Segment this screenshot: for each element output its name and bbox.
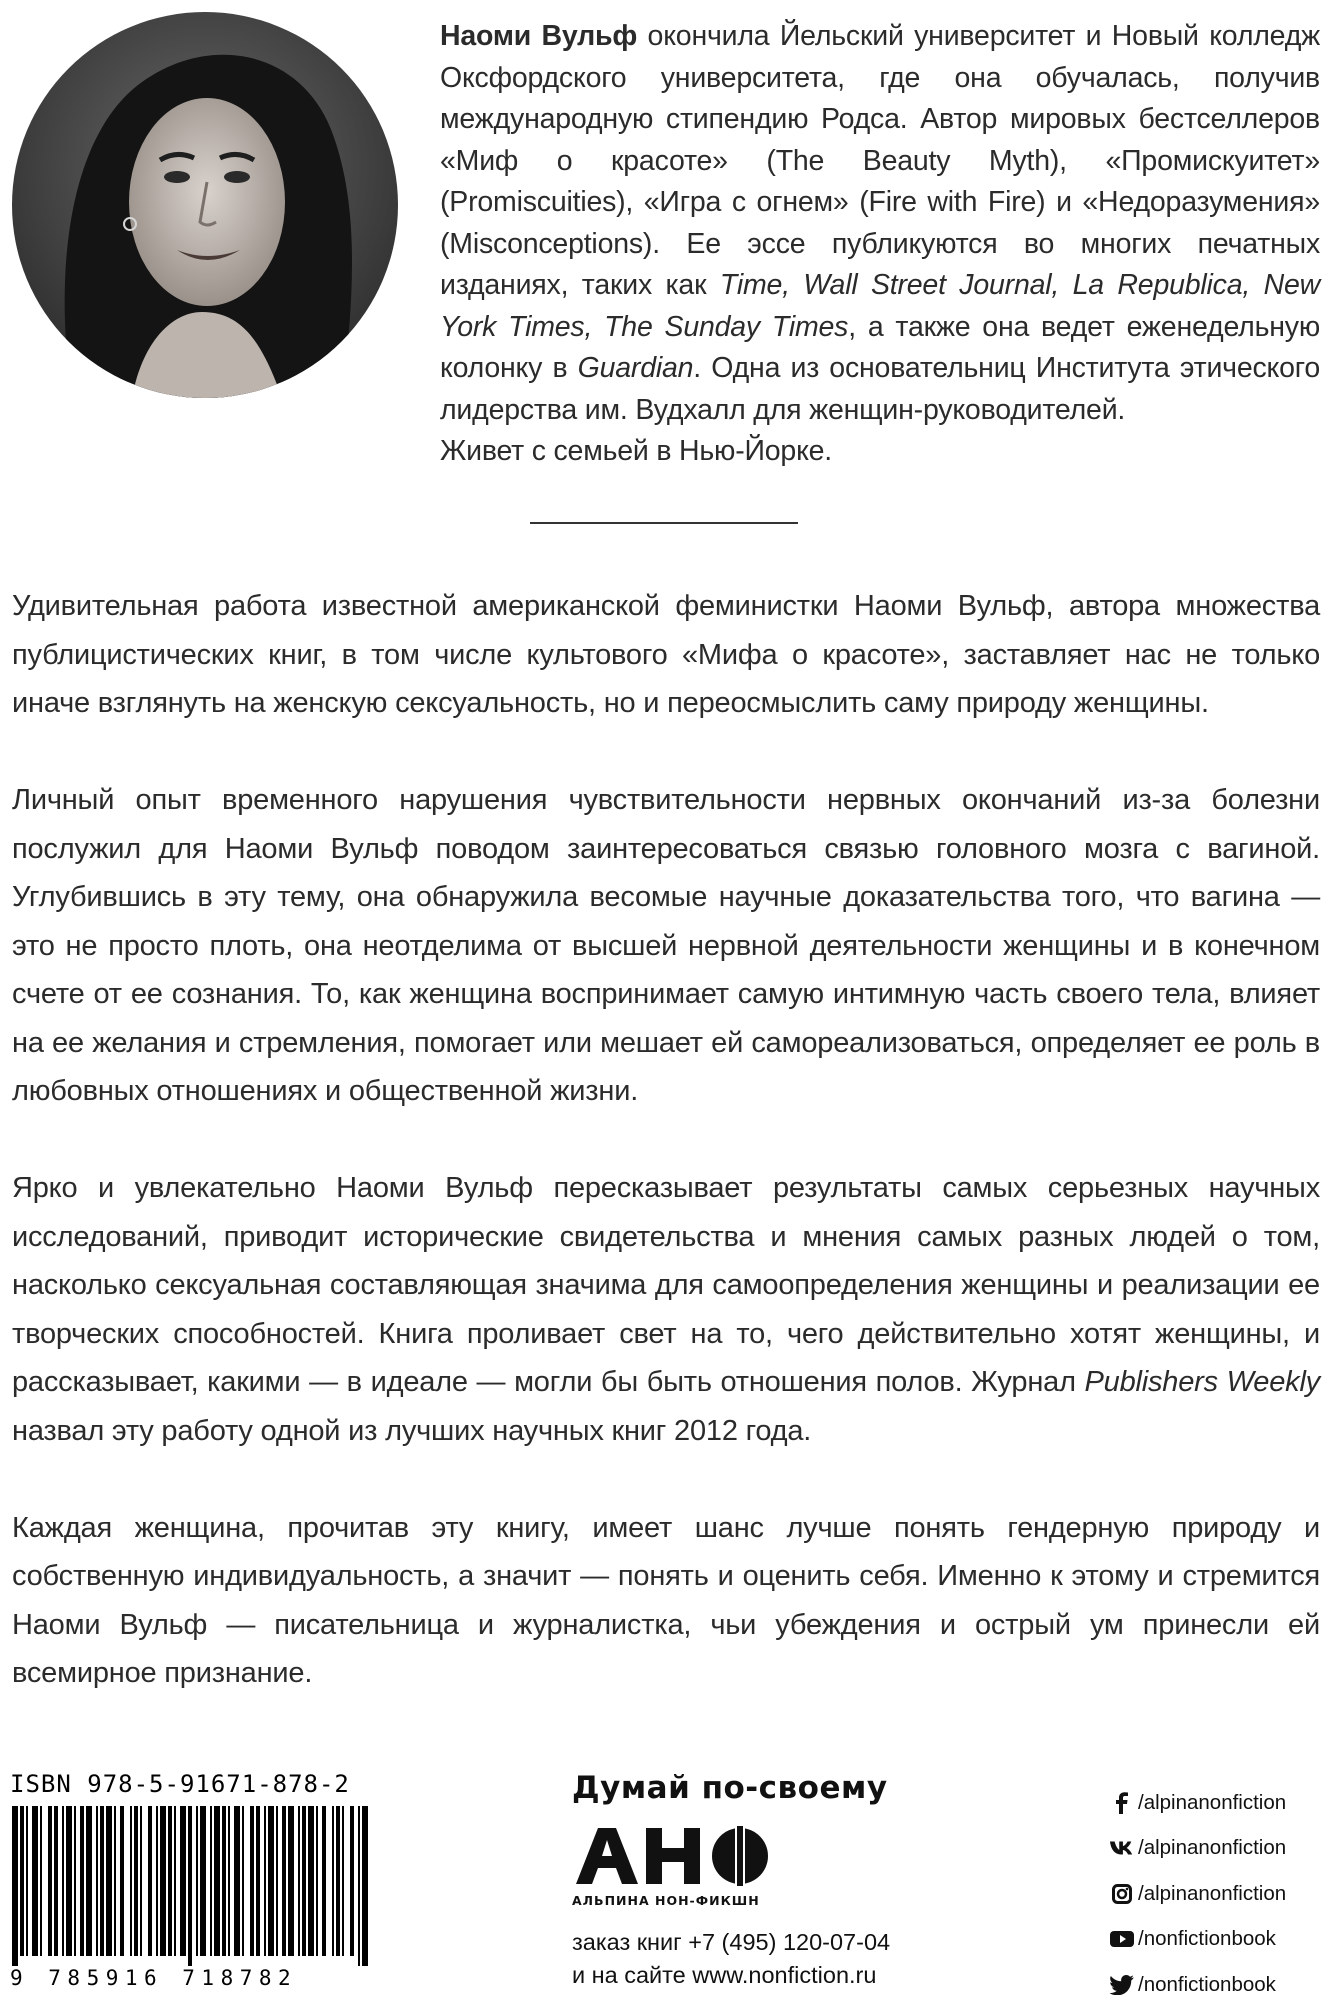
social-vk-handle: /alpinanonfiction <box>1138 1836 1287 1860</box>
publisher-block <box>572 1770 912 1992</box>
barcode-bar <box>48 1806 52 1956</box>
social-links <box>1110 1780 1330 2008</box>
author-name: Наоми Вульф <box>440 20 638 52</box>
author-bio-text <box>440 16 1320 431</box>
book-description <box>12 582 1320 1746</box>
barcode-bar <box>350 1806 354 1956</box>
bio-guardian: Guardian <box>577 352 694 384</box>
barcode-bar <box>134 1806 138 1956</box>
barcode-bar <box>148 1806 152 1956</box>
barcode-bar <box>100 1806 104 1956</box>
barcode-bar <box>288 1806 294 1956</box>
paragraph-3-end: назвал эту работу одной из лучших научных книг 2012 года. <box>12 1414 812 1447</box>
barcode-bar <box>362 1806 368 1966</box>
author-residence: Живет с семьей в Нью-Йорке. <box>440 435 833 467</box>
barcode-bar <box>282 1806 286 1956</box>
social-youtube[interactable] <box>1110 1917 1330 1963</box>
barcode-icon <box>10 1806 370 1966</box>
barcode-bar <box>200 1806 206 1956</box>
barcode-bar <box>140 1806 142 1956</box>
order-info <box>572 1926 912 1992</box>
barcode-bar <box>268 1806 274 1956</box>
social-twitter[interactable] <box>1110 1962 1330 2008</box>
barcode-bar <box>86 1806 92 1956</box>
publisher-slogan: Думай по-своему <box>572 1770 888 1806</box>
barcode-bar <box>188 1806 192 1966</box>
barcode-bar <box>62 1806 64 1956</box>
twitter-icon <box>1110 1973 1134 1997</box>
barcode-bar <box>160 1806 166 1956</box>
barcode-bar <box>20 1806 24 1956</box>
social-vk[interactable] <box>1110 1826 1330 1872</box>
barcode-digits: 9 785916 718782 <box>10 1966 298 1990</box>
barcode-bar <box>308 1806 314 1956</box>
barcode-bar <box>54 1806 58 1956</box>
description-paragraph-2: Личный опыт временного нарушения чувствительности нервных окончаний из-за болезни послужил для Наоми Вульф поводом заинтересоваться связью головного мозга с вагиной. Углубившись в эту тему, она обнаружила весомые научные доказательства того, что вагина — это не просто плоть, она неотделима от высшей нервной деятельности женщины и в конечном счете от ее сознания. То, как женщина воспринимает самую интимную часть своего тела, влияет на ее желания и стремления, помогает или мешает ей самореализоваться, определяет ее роль в любовных отношениях и общественной жизни. <box>12 784 1320 1107</box>
barcode-bar <box>40 1806 42 1956</box>
barcode-bar <box>322 1806 326 1956</box>
paragraph-3-start: Ярко и увлекательно Наоми Вульф пересказывает результаты самых серьезных научных исследований, приводит исторические свидетельства и мнения самых разных людей о том, насколько сексуальная составляющая значима для самоопределения женщины и реализации ее творческих способностей. Книга проливает свет на то, чего действительно хотят женщины, и рассказывает, какими — в идеале — могли бы быть отношения полов. Журнал <box>12 1172 1320 1398</box>
barcode-bar <box>332 1806 334 1956</box>
barcode-bar <box>234 1806 240 1956</box>
description-paragraph-4: Каждая женщина, прочитав эту книгу, имеет шанс лучше понять гендерную природу и собственную индивидуальность, а значит — понять и оценить себя. Именно к этому и стремится Наоми Вульф — писательница и журналистка, чьи убеждения и острый ум принесли ей всемирное признание. <box>12 1511 1320 1689</box>
barcode-bar <box>120 1806 124 1956</box>
author-bio <box>440 16 1320 473</box>
barcode-bar <box>358 1806 360 1966</box>
barcode-bar <box>298 1806 300 1956</box>
barcode-bar <box>250 1806 254 1956</box>
bio-part-1: окончила Йельский университет и Новый колледж Оксфордского университета, где она обучалась, получив международную стипендию Родса. Автор мировых бестселлеров «Миф о красоте» (The Beauty Myth), «Промискуитет» (Promiscuities), «Игра с огнем» (Fire with Fire) и «Недоразумения» (Misconceptions). Ее эссе публикуются во многих печатных изданиях, таких как <box>440 20 1321 301</box>
barcode-bar <box>336 1806 340 1956</box>
facebook-icon <box>1110 1791 1134 1815</box>
barcode-bar <box>66 1806 72 1956</box>
barcode-bar <box>114 1806 116 1956</box>
barcode-bar <box>228 1806 230 1956</box>
barcode-bar <box>342 1806 344 1956</box>
barcode-bar <box>180 1806 186 1956</box>
description-paragraph-1: Удивительная работа известной американской феминистки Наоми Вульф, автора множества публицистических книг, в том числе культового «Мифа о красоте», заставляет нас не только иначе взглянуть на женскую сексуальность, но и переосмыслить саму природу женщины. <box>12 590 1320 719</box>
barcode-bar <box>174 1806 176 1956</box>
bio-part-3: . Одна из основательниц Института этического лидерства им. Вудхалл для женщин-руководителей. <box>440 352 1320 426</box>
barcode-bar <box>242 1806 244 1956</box>
bio-part-2: , а также она ведет еженедельную колонку в <box>440 310 1320 384</box>
order-phone: заказ книг +7 (495) 120-07-04 <box>572 1929 891 1955</box>
social-facebook[interactable] <box>1110 1780 1330 1826</box>
section-divider <box>530 522 798 524</box>
barcode-bar <box>256 1806 260 1956</box>
publisher-name: АЛЬПИНА НОН-ФИКШН <box>572 1893 760 1908</box>
isbn-barcode-block <box>10 1770 370 1992</box>
anf-logo-icon <box>572 1824 772 1886</box>
barcode-bar <box>74 1806 76 1956</box>
author-portrait <box>12 12 398 398</box>
barcode-bar <box>168 1806 172 1956</box>
youtube-icon <box>1110 1927 1134 1951</box>
isbn-label: ISBN 978-5-91671-878-2 <box>10 1770 350 1798</box>
bio-publications: Time, Wall Street Journal, La Republica, New York Times, The Sunday Times <box>440 269 1320 343</box>
order-site: и на сайте www.nonfiction.ru <box>572 1962 877 1988</box>
barcode-bar <box>12 1806 18 1966</box>
social-twitter-handle: /nonfictionbook <box>1138 1972 1276 1996</box>
barcode-bar <box>156 1806 158 1956</box>
barcode-bar <box>32 1806 38 1956</box>
barcode-bar <box>196 1806 198 1956</box>
barcode-bar <box>130 1806 132 1956</box>
barcode-bar <box>214 1806 220 1956</box>
description-paragraph-3 <box>12 1164 1320 1455</box>
social-instagram[interactable] <box>1110 1871 1330 1917</box>
social-instagram-handle: /alpinanonfiction <box>1138 1881 1287 1905</box>
journal-name: Publishers Weekly <box>1084 1366 1320 1398</box>
vk-icon <box>1110 1836 1134 1860</box>
barcode-bar <box>276 1806 278 1956</box>
barcode-bar <box>302 1806 306 1956</box>
barcode-bar <box>80 1806 84 1956</box>
instagram-icon <box>1110 1882 1134 1906</box>
social-facebook-handle: /alpinanonfiction <box>1138 1790 1287 1814</box>
publisher-logo <box>572 1824 912 1908</box>
barcode-bar <box>26 1806 28 1956</box>
barcode-bar <box>264 1806 266 1956</box>
barcode-bar <box>210 1806 212 1956</box>
barcode-bar <box>222 1806 226 1956</box>
barcode-bar <box>96 1806 98 1956</box>
social-youtube-handle: /nonfictionbook <box>1138 1927 1276 1951</box>
barcode-bar <box>106 1806 112 1956</box>
barcode-bar <box>316 1806 318 1956</box>
